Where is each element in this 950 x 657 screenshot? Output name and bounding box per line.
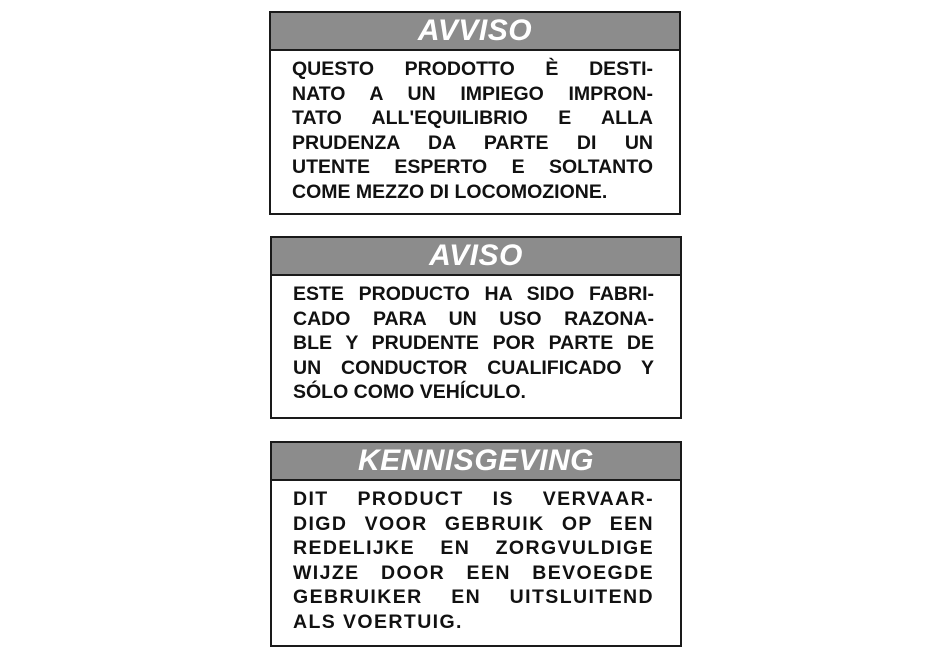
notice-line: ESTE PRODUCTO HA SIDO FABRI- [293, 283, 654, 305]
notice-box-spanish [270, 236, 682, 419]
notice-title-spanish: AVISO [272, 238, 680, 276]
notice-line: TATO ALL'EQUILIBRIO E ALLA [292, 107, 653, 130]
notice-line: NATO A UN IMPIEGO IMPRON- [292, 82, 653, 105]
notice-line: SÓLO COMO VEHÍCULO. [293, 381, 526, 404]
notice-box-dutch [270, 441, 682, 647]
notice-body-spanish [272, 276, 680, 405]
notice-line: GEBRUIKER EN UITSLUITEND [293, 586, 654, 609]
notice-line: DIGD VOOR GEBRUIK OP EEN [293, 512, 654, 535]
notice-box-italian [269, 11, 681, 215]
notice-line: COME MEZZO DI LOCOMOZIONE. [292, 180, 608, 203]
notice-title-dutch: KENNISGEVING [272, 443, 680, 481]
notice-line: WIJZE DOOR EEN BEVOEGDE [293, 561, 654, 584]
notice-line: REDELIJKE EN ZORGVULDIGE [293, 537, 654, 560]
notice-line: BLE Y PRUDENTE POR PARTE DE [293, 332, 654, 355]
notice-line: ALS VOERTUIG. [293, 610, 463, 633]
notice-body-italian [271, 51, 679, 205]
notice-line: CADO PARA UN USO RAZONA- [293, 307, 654, 330]
notice-line: PRUDENZA DA PARTE DI UN [292, 131, 653, 154]
notice-title-italian: AVVISO [271, 13, 679, 51]
notice-line: UTENTE ESPERTO E SOLTANTO [292, 156, 653, 179]
notice-line: DIT PRODUCT IS VERVAAR- [293, 488, 654, 510]
notice-line: UN CONDUCTOR CUALIFICADO Y [293, 356, 654, 379]
notice-body-dutch [272, 481, 680, 635]
notice-line: QUESTO PRODOTTO È DESTI- [292, 58, 653, 80]
